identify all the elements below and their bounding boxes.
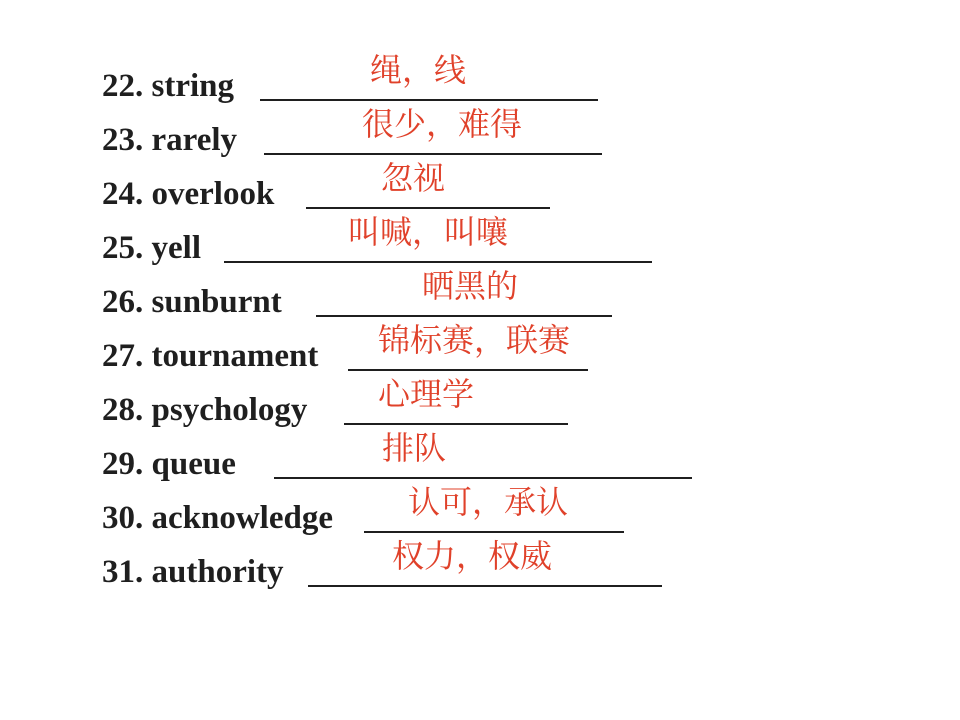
- vocab-answer: 锦标赛，联赛: [378, 321, 571, 359]
- answer-blank-line: [306, 207, 550, 209]
- answer-blank-line: [274, 477, 692, 479]
- answer-blank-line: [364, 531, 624, 533]
- answer-blank-line: [260, 99, 598, 101]
- vocab-term: 26. sunburnt: [102, 284, 282, 320]
- vocab-answer: 绳，线: [370, 51, 467, 89]
- answer-blank-line: [224, 261, 652, 263]
- answer-blank-line: [308, 585, 662, 587]
- vocab-answer: 叫喊，叫嚷: [348, 213, 509, 251]
- vocab-term: 30. acknowledge: [102, 500, 333, 536]
- vocab-answer: 权力，权威: [392, 537, 553, 575]
- answer-blank-line: [316, 315, 612, 317]
- vocab-term: 27. tournament: [102, 338, 319, 374]
- vocab-term: 23. rarely: [102, 122, 238, 158]
- answer-blank-line: [348, 369, 588, 371]
- vocab-answer: 忽视: [381, 159, 446, 197]
- answer-blank-line: [344, 423, 568, 425]
- vocab-term: 31. authority: [102, 554, 284, 590]
- vocab-term: 28. psychology: [102, 392, 308, 428]
- vocab-answer: 心理学: [378, 375, 475, 413]
- vocab-answer: 认可，承认: [408, 483, 569, 521]
- vocab-term: 25. yell: [102, 230, 201, 266]
- answer-blank-line: [264, 153, 602, 155]
- vocab-term: 29. queue: [102, 446, 236, 482]
- vocab-term: 24. overlook: [102, 176, 275, 212]
- vocab-term: 22. string: [102, 68, 234, 104]
- vocab-answer: 很少，难得: [362, 105, 523, 143]
- vocab-answer: 排队: [382, 429, 447, 467]
- vocab-answer: 晒黑的: [422, 267, 519, 305]
